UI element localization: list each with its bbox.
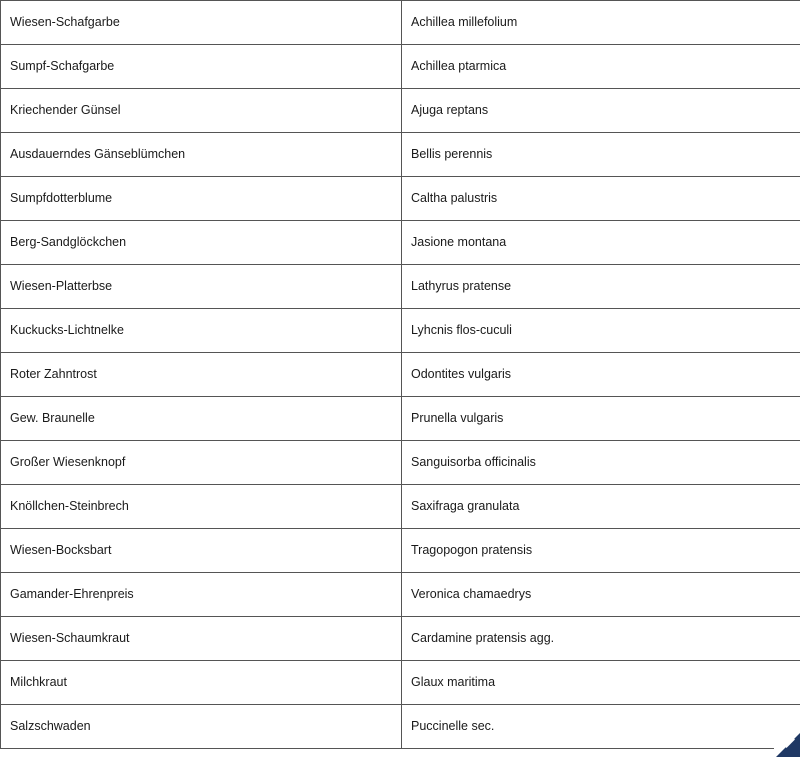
cell-scientific-name: Cardamine pratensis agg.	[402, 617, 800, 661]
cell-common-name: Wiesen-Schaumkraut	[1, 617, 402, 661]
table-row	[1, 1, 800, 45]
table-row	[1, 661, 800, 705]
cell-common-name: Gamander-Ehrenpreis	[1, 573, 402, 617]
table-row	[1, 221, 800, 265]
table-row	[1, 265, 800, 309]
cell-scientific-name: Puccinelle sec.	[402, 705, 800, 749]
cell-common-name: Ausdauerndes Gänseblümchen	[1, 133, 402, 177]
cell-scientific-name: Caltha palustris	[402, 177, 800, 221]
cell-scientific-name: Sanguisorba officinalis	[402, 441, 800, 485]
cell-common-name: Wiesen-Schafgarbe	[1, 1, 402, 45]
table-row	[1, 397, 800, 441]
cell-common-name: Kuckucks-Lichtnelke	[1, 309, 402, 353]
cell-scientific-name: Ajuga reptans	[402, 89, 800, 133]
cell-scientific-name: Prunella vulgaris	[402, 397, 800, 441]
table-row	[1, 573, 800, 617]
cell-scientific-name: Achillea ptarmica	[402, 45, 800, 89]
cell-common-name: Wiesen-Platterbse	[1, 265, 402, 309]
table-row	[1, 309, 800, 353]
cell-common-name: Gew. Braunelle	[1, 397, 402, 441]
table-row	[1, 617, 800, 661]
cell-common-name: Knöllchen-Steinbrech	[1, 485, 402, 529]
table-row	[1, 89, 800, 133]
cell-scientific-name: Jasione montana	[402, 221, 800, 265]
table-row	[1, 441, 800, 485]
cell-common-name: Sumpf-Schafgarbe	[1, 45, 402, 89]
cell-scientific-name: Glaux maritima	[402, 661, 800, 705]
cell-common-name: Salzschwaden	[1, 705, 402, 749]
table-row	[1, 177, 800, 221]
table-row	[1, 705, 800, 749]
cell-scientific-name: Bellis perennis	[402, 133, 800, 177]
cell-scientific-name: Lathyrus pratense	[402, 265, 800, 309]
cell-common-name: Großer Wiesenknopf	[1, 441, 402, 485]
cell-common-name: Wiesen-Bocksbart	[1, 529, 402, 573]
cell-scientific-name: Odontites vulgaris	[402, 353, 800, 397]
resize-corner[interactable]	[774, 731, 800, 757]
cell-scientific-name: Lyhcnis flos-cuculi	[402, 309, 800, 353]
species-table-body	[1, 1, 800, 749]
table-row	[1, 45, 800, 89]
cell-scientific-name: Veronica chamaedrys	[402, 573, 800, 617]
cell-common-name: Milchkraut	[1, 661, 402, 705]
cell-scientific-name: Tragopogon pratensis	[402, 529, 800, 573]
table-row	[1, 485, 800, 529]
cell-common-name: Berg-Sandglöckchen	[1, 221, 402, 265]
table-row	[1, 133, 800, 177]
table-row	[1, 529, 800, 573]
table-row	[1, 353, 800, 397]
cell-common-name: Sumpfdotterblume	[1, 177, 402, 221]
cell-scientific-name: Achillea millefolium	[402, 1, 800, 45]
cell-common-name: Roter Zahntrost	[1, 353, 402, 397]
cell-common-name: Kriechender Günsel	[1, 89, 402, 133]
cell-scientific-name: Saxifraga granulata	[402, 485, 800, 529]
